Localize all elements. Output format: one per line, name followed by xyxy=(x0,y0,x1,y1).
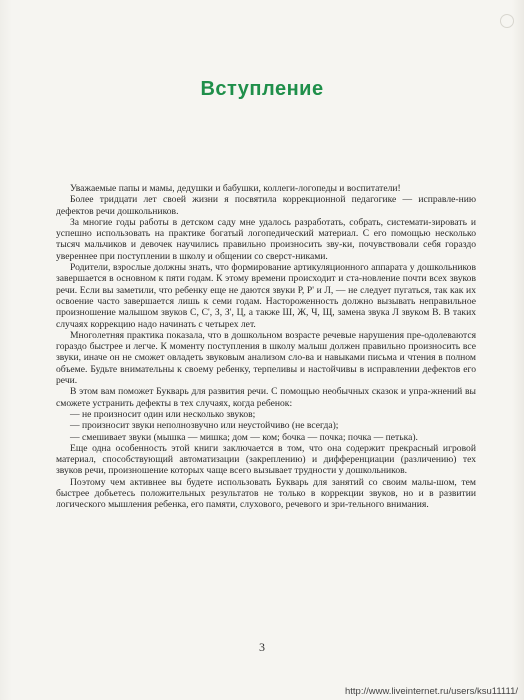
body-text xyxy=(56,183,476,511)
paragraph: Еще одна особенность этой книги заключается в том, что она содержит прекрасный игровой материал, способствующий автоматизации (закреплению) и дифференциации (различению) тех звуков речи, произношение которых чаще всего вызывает трудности у дошкольников. xyxy=(56,442,476,477)
watermark-link[interactable]: http://www.liveinternet.ru/users/ksu11111/ xyxy=(344,686,518,697)
list-item: — не произносит один или несколько звуков; xyxy=(70,408,256,420)
paragraph: Родители, взрослые должны знать, что формирование артикуляционного аппарата у дошкольников завершается в основном к пяти годам. К этому времени происходит и ста-новление почти всех звуков речи. Если вы заметили, что ребенку еще не даются звуки Р, Р' и Л, — не следует пугаться, так как их освоение часто завершается лишь к семи годам. Настороженность должно вызывать неправильное произношение малышом звуков С, С', З, З', Ц, а также Ш, Ж, Ч, Щ, замена звука Л звуком В. В таких случаях коррекцию надо начинать с четырех лет. xyxy=(56,262,476,330)
paragraph: Многолетняя практика показала, что в дошкольном возрасте речевые нарушения пре-одолеваются гораздо быстрее и легче. К моменту поступления в школу малыш должен правильно произносить все звуки, иначе он не сможет овладеть звуковым анализом сло-ва и навыками письма и чтения в полном объеме. Будьте внимательны к своему ребенку, терпеливы и настойчивы в исправлении дефектов его речи. xyxy=(56,329,476,387)
paragraph: Поэтому чем активнее вы будете использовать Букварь для занятий со своим малы-шом, тем быстрее добьетесь положительных результатов не только в коррекции звуков, но и в развитии логического мышления ребенка, его памяти, слухового, речевого и зри-тельного внимания. xyxy=(56,476,476,511)
paragraph: Более тридцати лет своей жизни я посвятила коррекционной педагогике — исправле-нию дефектов речи дошкольников. xyxy=(56,194,476,217)
page-title: Вступление xyxy=(200,78,324,100)
list-item: — произносит звуки неполнозвучно или неустойчиво (не всегда); xyxy=(70,420,339,432)
page-number: 3 xyxy=(259,640,265,654)
paragraph: Уважаемые папы и мамы, дедушки и бабушки, коллеги-логопеды и воспитатели! xyxy=(70,183,401,194)
paragraph: За многие годы работы в детском саду мне удалось разработать, собрать, системати-зировать и успешно использовать на практике богатый логопедический материал. С его помощью несколько тысяч мальчиков и девочек научились правильно произносить зву-ки, почувствовали себя гораздо увереннее при поступлении в школу и общении со сверст-никами. xyxy=(56,216,476,262)
list-item: — смешивает звуки (мышка — мишка; дом — ком; бочка — почка; почка — петька). xyxy=(70,431,418,443)
defect-list xyxy=(56,409,476,443)
page-corner-mark xyxy=(500,14,514,28)
paragraph: В этом вам поможет Букварь для развития речи. С помощью необычных сказок и упра-жнений вы сможете устранить дефекты в тех случаях, когда ребенок: xyxy=(56,386,476,409)
